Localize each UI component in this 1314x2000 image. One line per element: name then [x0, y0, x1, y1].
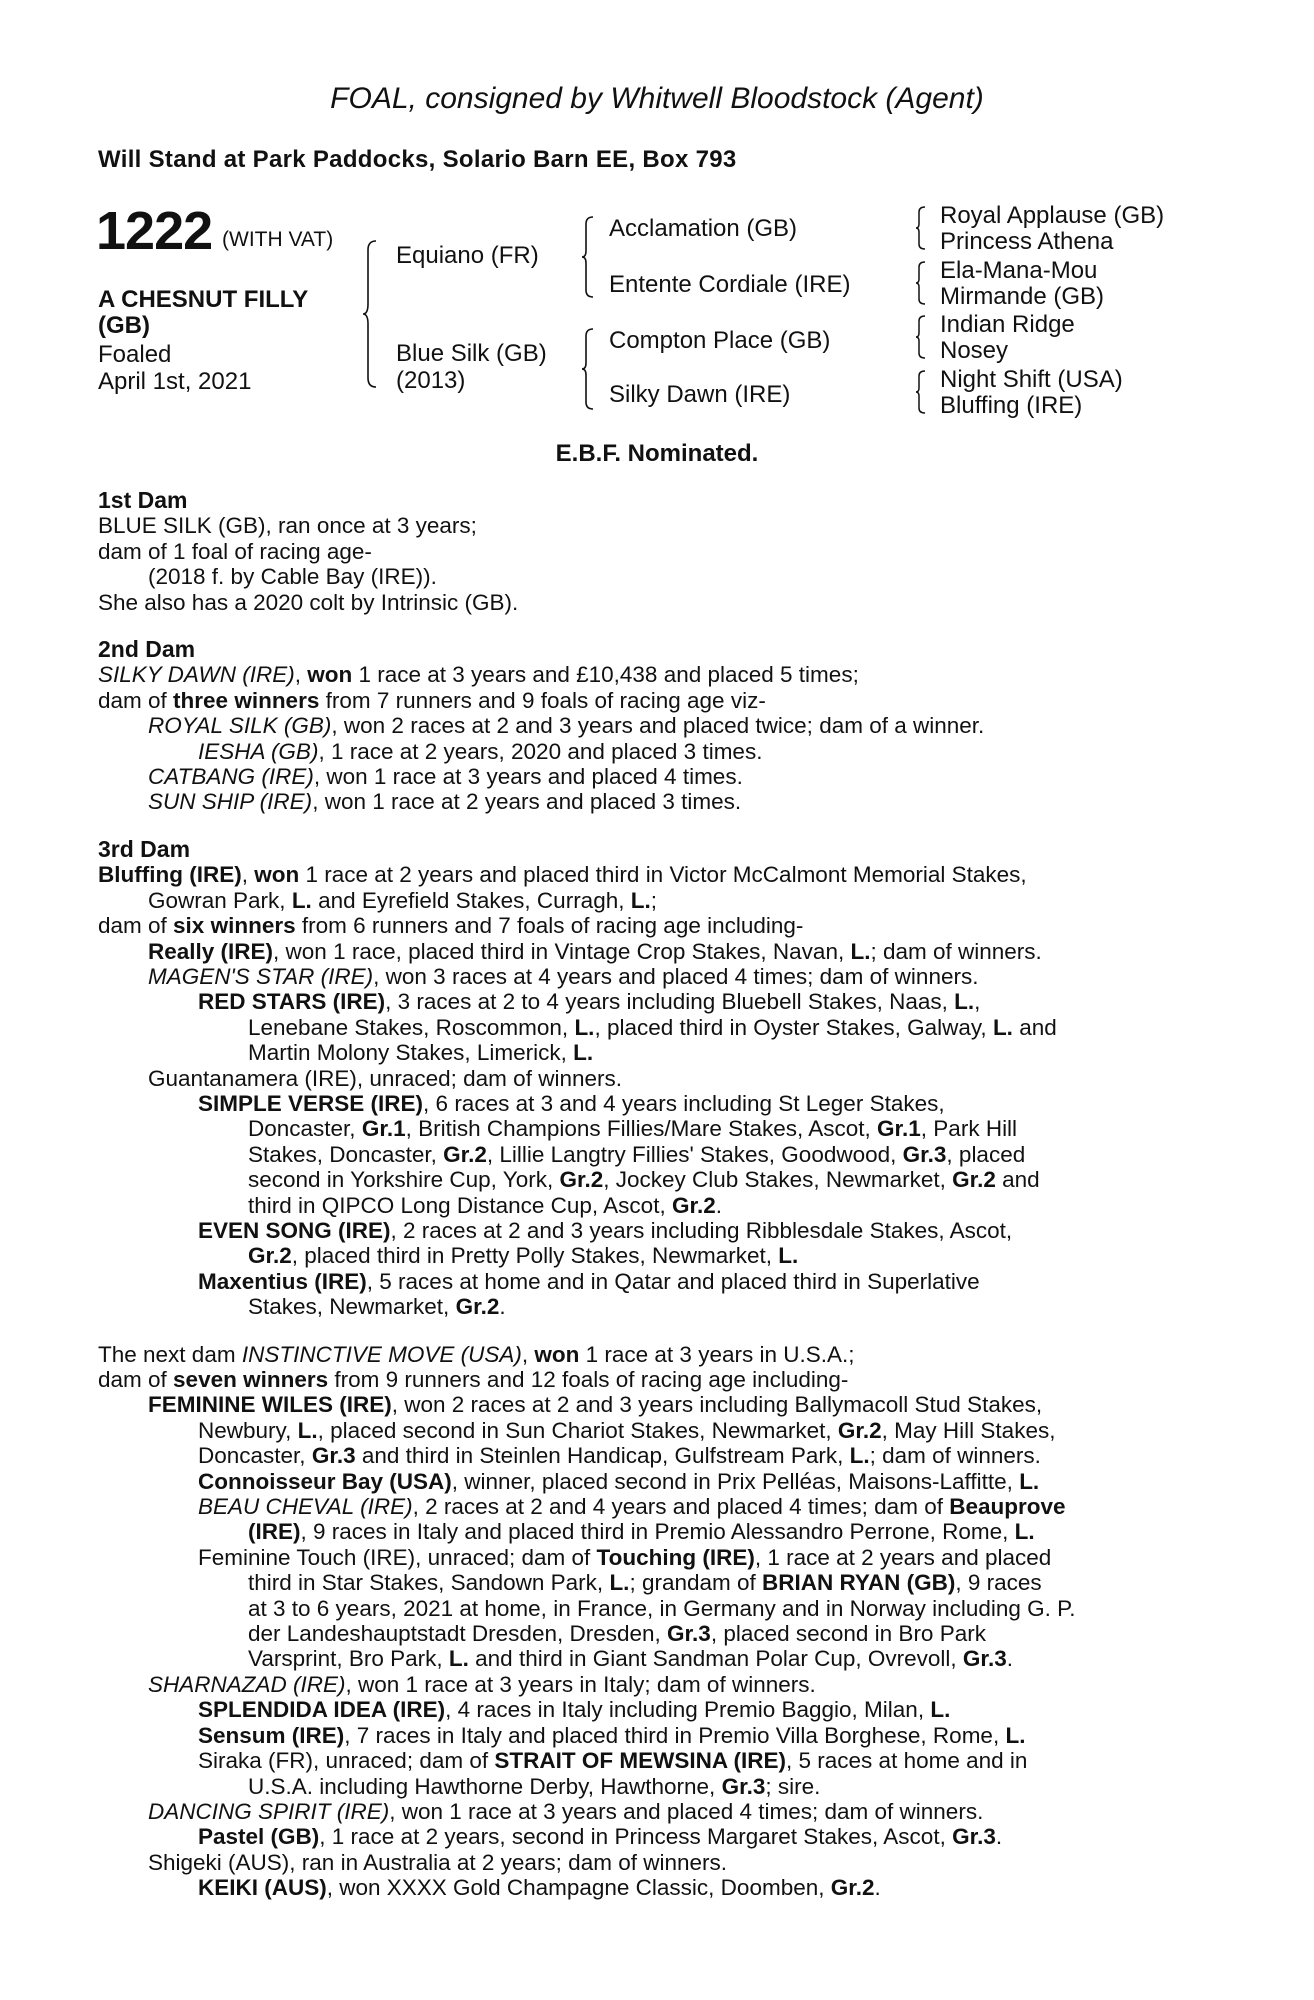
text-run: dam of [98, 913, 174, 939]
pedigree-sire-dam: Entente Cordiale (IRE) [609, 271, 851, 298]
text-run: , 9 races [955, 1570, 1042, 1596]
record-line [98, 1596, 1218, 1621]
record-line [98, 1342, 1218, 1367]
pedigree-dam-sire: Compton Place (GB) [609, 327, 831, 354]
record-line [98, 1040, 1218, 1065]
text-run: third in Star Stakes, Sandown Park, [248, 1570, 610, 1596]
record-line [98, 539, 1218, 564]
text-run: INSTINCTIVE MOVE (USA) [241, 1341, 522, 1367]
text-run: , 1 race at 2 years and placed [754, 1544, 1052, 1570]
record-line [98, 1066, 1218, 1091]
text-run: Maxentius (IRE) [198, 1268, 367, 1294]
text-run: Doncaster, [198, 1443, 312, 1469]
produce-record [98, 488, 1218, 1901]
text-run: , 1 race at 2 years, second in Princess Margaret Stakes, Ascot, [319, 1824, 953, 1850]
record-line [98, 764, 1218, 789]
pedigree-bracket-sd [915, 261, 927, 305]
text-run: Gr.3 [721, 1773, 766, 1799]
text-run: L. [954, 989, 975, 1015]
text-run: , 7 races in Italy and placed third in Premio Villa Borghese, Rome, [344, 1722, 1006, 1748]
lot-number: 1222 [96, 201, 213, 261]
text-run: Newbury, [198, 1417, 298, 1443]
text-run: Gr.3 [962, 1646, 1007, 1672]
record-line [98, 1193, 1218, 1218]
section-title: 1st Dam [98, 487, 188, 513]
text-run: , 9 races in Italy and placed third in Premio Alessandro Perrone, Rome, [300, 1519, 1015, 1545]
text-run: 1 race at 2 years and placed third in Victor McCalmont Memorial Stakes, [299, 862, 1027, 888]
record-line [98, 1443, 1218, 1468]
text-run: MAGEN'S STAR (IRE) [148, 963, 374, 989]
text-run: from 9 runners and 12 foals of racing age including- [328, 1367, 849, 1392]
record-line [98, 590, 1218, 615]
text-run: Siraka (FR), unraced; dam of [198, 1748, 495, 1774]
text-run: Stakes, Doncaster, [248, 1141, 444, 1167]
pedigree-gen3-name: Night Shift (USA) [940, 366, 1123, 393]
record-line [98, 1723, 1218, 1748]
text-run: , 5 races at home and in [786, 1748, 1028, 1774]
pedigree-bracket-ss [915, 206, 927, 250]
text-run: SUN SHIP (IRE) [148, 789, 313, 815]
text-run: EVEN SONG (IRE) [198, 1217, 391, 1243]
text-run: (IRE) [248, 1519, 301, 1545]
foaled-date: April 1st, 2021 [98, 368, 252, 395]
text-run: SIMPLE VERSE (IRE) [198, 1090, 424, 1116]
text-run: . [1006, 1646, 1013, 1672]
lot-description [98, 287, 308, 339]
pedigree-gen3-name: Mirmande (GB) [940, 283, 1105, 310]
record-line [98, 688, 1218, 713]
text-run: RED STARS (IRE) [198, 989, 386, 1015]
text-run: third in QIPCO Long Distance Cup, Ascot, [248, 1192, 672, 1218]
text-run: U.S.A. including Hawthorne Derby, Hawthorne, [248, 1773, 722, 1799]
text-run: L. [448, 1646, 469, 1672]
text-run: , Park Hill [920, 1116, 1018, 1142]
text-run: dam of [98, 687, 174, 713]
text-run: , [974, 989, 981, 1015]
pedigree-dam: Blue Silk (GB) [396, 340, 547, 367]
text-run: Gr.1 [361, 1116, 406, 1142]
text-run: , 2 races at 2 and 3 years including Ribblesdale Stakes, Ascot, [390, 1217, 1013, 1243]
text-run: Connoisseur Bay (USA) [198, 1468, 452, 1494]
text-run: , placed second in Bro Park [710, 1621, 986, 1647]
text-run: DANCING SPIRIT (IRE) [148, 1798, 390, 1824]
text-run: Shigeki (AUS), ran in Australia at 2 years; dam of winners. [148, 1849, 728, 1875]
text-run: Gr.3 [952, 1824, 996, 1850]
text-run: Gr.2 [837, 1417, 882, 1443]
text-run: L. [778, 1243, 799, 1269]
text-run: BRIAN RYAN (GB) [762, 1570, 956, 1596]
text-run: Gr.2 [455, 1294, 500, 1320]
record-line [98, 1294, 1218, 1319]
text-run: Gr.2 [671, 1192, 716, 1218]
pedigree-bracket-dam [581, 328, 595, 410]
text-run: won [307, 662, 353, 688]
section-title: 3rd Dam [98, 835, 191, 862]
record-line [98, 1875, 1218, 1900]
record-line [98, 888, 1218, 913]
text-run: seven winners [173, 1367, 329, 1392]
record-line [98, 1824, 1218, 1849]
pedigree-bracket-sire [581, 216, 595, 298]
text-run: ; dam of winners. [870, 938, 1042, 964]
vat-note: (WITH VAT) [222, 228, 334, 251]
section-spacer [98, 1320, 1218, 1342]
text-run: , Lillie Langtry Fillies' Stakes, Goodwood, [486, 1141, 903, 1167]
record-line [98, 1091, 1218, 1116]
text-run: Really (IRE) [148, 938, 274, 964]
text-run: and [1012, 1014, 1057, 1040]
record-line [98, 989, 1218, 1014]
text-run: from 6 runners and 7 foals of racing age including- [295, 913, 804, 939]
record-line [98, 1570, 1218, 1595]
text-run: FEMININE WILES (IRE) [148, 1392, 392, 1418]
text-run: Lenebane Stakes, Roscommon, [248, 1014, 575, 1040]
record-line [98, 1519, 1218, 1544]
text-run: , won 1 race at 2 years and placed 3 times. [312, 789, 742, 815]
text-run: and third in Giant Sandman Polar Cup, Ovrevoll, [468, 1646, 963, 1672]
text-run: , May Hill Stakes, [881, 1417, 1056, 1443]
record-line [98, 1418, 1218, 1443]
text-run: second in Yorkshire Cup, York, [248, 1167, 560, 1193]
pedigree-gen3-name: Nosey [940, 337, 1009, 364]
record-line [98, 1243, 1218, 1268]
text-run: Martin Molony Stakes, Limerick, [248, 1040, 574, 1066]
text-run: won [254, 862, 300, 888]
record-line [98, 513, 1218, 538]
pedigree-gen3-name: Bluffing (IRE) [940, 392, 1083, 419]
lot-description-line: (GB) [98, 312, 150, 339]
pedigree-dam-year: (2013) [396, 367, 466, 394]
text-run: STRAIT OF MEWSINA (IRE) [494, 1748, 787, 1774]
text-run: Guantanamera (IRE), unraced; dam of winners. [148, 1065, 622, 1091]
text-run: , British Champions Fillies/Mare Stakes, Ascot, [405, 1116, 878, 1142]
text-run: L. [1014, 1519, 1035, 1545]
text-run: three winners [173, 687, 320, 713]
pedigree-sire-sire: Acclamation (GB) [609, 215, 798, 242]
text-run: Gr.3 [902, 1141, 947, 1167]
text-run: , [241, 862, 255, 888]
consignor-heading: FOAL, consigned by Whitwell Bloodstock (Agent) [330, 82, 984, 115]
text-run: , winner, placed second in Prix Pelléas, Maisons-Laffitte, [451, 1468, 1020, 1494]
text-run: L. [630, 887, 651, 913]
text-run: The next dam [98, 1341, 242, 1367]
text-run: Varsprint, Bro Park, [248, 1646, 449, 1672]
text-run: Gr.2 [443, 1141, 487, 1167]
text-run: , [521, 1341, 535, 1367]
text-run: L. [573, 1040, 594, 1066]
text-run: IESHA (GB) [198, 738, 319, 764]
text-run: Doncaster, [248, 1116, 362, 1142]
lot-description-line: A CHESNUT FILLY [98, 286, 309, 313]
record-line [98, 1697, 1218, 1722]
pedigree-bracket-dd [915, 370, 927, 414]
text-run: , placed [946, 1141, 1026, 1167]
text-run: L. [574, 1014, 595, 1040]
text-run: L. [850, 938, 871, 964]
text-run: L. [930, 1697, 951, 1723]
text-run: L. [297, 1417, 318, 1443]
text-run: Feminine Touch (IRE), unraced; dam of [198, 1544, 597, 1570]
text-run: . [874, 1875, 881, 1901]
text-run: . [995, 1824, 1003, 1850]
record-line [98, 939, 1218, 964]
text-run: , won 1 race at 3 years and placed 4 times; dam of winners. [389, 1798, 984, 1824]
pedigree-bracket-ds [915, 315, 927, 359]
text-run: Gr.2 [559, 1167, 604, 1193]
text-run: dam of [98, 1367, 174, 1392]
text-run: SHARNAZAD (IRE) [148, 1671, 346, 1697]
record-line [98, 1799, 1218, 1824]
text-run: Gr.2 [830, 1875, 875, 1901]
text-run: ; grandam of [629, 1570, 763, 1596]
record-line [98, 1142, 1218, 1167]
dam-section [98, 1320, 1218, 1901]
text-run: . [715, 1192, 722, 1218]
section-title: 2nd Dam [98, 636, 196, 663]
record-line [98, 1494, 1218, 1519]
record-line [98, 1672, 1218, 1697]
record-line [98, 964, 1218, 989]
record-line [98, 1167, 1218, 1192]
text-run: , placed third in Pretty Polly Stakes, Newmarket, [291, 1243, 779, 1269]
text-run: , won 2 races at 2 and 3 years and placed twice; dam of a winner. [331, 713, 985, 739]
dam-section [98, 837, 1218, 1320]
text-run: Gr.3 [311, 1443, 356, 1469]
ebf-nomination: E.B.F. Nominated. [555, 440, 759, 467]
text-run: , placed third in Oyster Stakes, Galway, [594, 1014, 993, 1040]
stabling-location: Will Stand at Park Paddocks, Solario Barn EE, Box 793 [98, 146, 737, 173]
record-line [98, 1367, 1218, 1392]
record-line [98, 1774, 1218, 1799]
text-run: Gr.2 [952, 1167, 996, 1193]
text-run: and [995, 1167, 1040, 1193]
text-run: L. [1005, 1722, 1026, 1748]
text-run: Gr.2 [248, 1243, 292, 1269]
text-run: Gr.1 [877, 1116, 921, 1142]
record-line [98, 662, 1218, 687]
text-run: . [499, 1294, 506, 1320]
record-line [98, 1545, 1218, 1570]
text-run: , won 1 race, placed third in Vintage Crop Stakes, Navan, [273, 938, 851, 964]
text-run: , Jockey Club Stakes, Newmarket, [603, 1167, 953, 1193]
pedigree-gen3-name: Royal Applause (GB) [940, 202, 1165, 229]
record-line [98, 564, 1218, 589]
text-run: Gr.3 [667, 1621, 711, 1647]
foaled-label: Foaled [98, 341, 172, 368]
text-run: , [294, 662, 308, 688]
foaled-info [98, 341, 251, 395]
text-run: L. [1019, 1468, 1040, 1494]
text-run: , won 2 races at 2 and 3 years including Ballymacoll Stud Stakes, [391, 1392, 1043, 1418]
pedigree-gen3-name: Ela-Mana-Mou [940, 257, 1098, 284]
record-line [98, 1116, 1218, 1141]
text-run: , placed second in Sun Chariot Stakes, Newmarket, [317, 1417, 838, 1443]
pedigree-sire: Equiano (FR) [396, 242, 539, 269]
text-run: and third in Steinlen Handicap, Gulfstream Park, [355, 1443, 850, 1469]
record-line [98, 1269, 1218, 1294]
text-run: KEIKI (AUS) [198, 1875, 327, 1901]
text-run: BLUE SILK (GB), ran once at 3 years; [98, 513, 477, 539]
text-run: L. [849, 1443, 870, 1469]
record-line [98, 862, 1218, 887]
text-run: Stakes, Newmarket, [248, 1294, 456, 1320]
text-run: Beauprove [949, 1494, 1066, 1520]
text-run: SPLENDIDA IDEA (IRE) [198, 1697, 446, 1723]
record-line [98, 1218, 1218, 1243]
text-run: CATBANG (IRE) [148, 764, 314, 790]
text-run: six winners [173, 913, 296, 939]
text-run: Touching (IRE) [596, 1544, 755, 1570]
text-run: , won 1 race at 3 years and placed 4 times. [313, 764, 743, 790]
text-run: L. [992, 1014, 1013, 1040]
record-line [98, 1646, 1218, 1671]
text-run: 1 race at 3 years and £10,438 and placed 5 times; [352, 662, 859, 688]
text-run: BEAU CHEVAL (IRE) [198, 1494, 413, 1520]
text-run: from 7 runners and 9 foals of racing age viz- [319, 687, 766, 713]
dam-section [98, 637, 1218, 815]
text-run: She also has a 2020 colt by Intrinsic (GB). [98, 589, 519, 615]
text-run: , won 3 races at 4 years and placed 4 times; dam of winners. [373, 963, 979, 989]
text-run: won [534, 1341, 580, 1367]
record-line [98, 1392, 1218, 1417]
text-run: L. [291, 887, 312, 913]
text-run: (2018 f. by Cable Bay (IRE)). [148, 564, 437, 590]
text-run: , 4 races in Italy including Premio Baggio, Milan, [445, 1697, 931, 1723]
text-run: SILKY DAWN (IRE) [98, 662, 295, 688]
text-run: L. [609, 1570, 630, 1596]
text-run: , won 1 race at 3 years in Italy; dam of winners. [345, 1671, 816, 1697]
text-run: Bluffing (IRE) [98, 862, 242, 888]
text-run: , 3 races at 2 to 4 years including Bluebell Stakes, Naas, [385, 989, 955, 1015]
text-run: and Eyrefield Stakes, Curragh, [311, 887, 631, 913]
text-run: dam of 1 foal of racing age- [98, 538, 372, 564]
dam-section [98, 488, 1218, 615]
text-run: ROYAL SILK (GB) [148, 713, 332, 739]
record-line [98, 1621, 1218, 1646]
pedigree-dam-dam: Silky Dawn (IRE) [609, 381, 791, 408]
record-line [98, 739, 1218, 764]
text-run: ; sire. [765, 1773, 821, 1799]
pedigree-bracket-gen1 [362, 240, 378, 388]
record-line [98, 913, 1218, 938]
text-run: , 1 race at 2 years, 2020 and placed 3 times. [318, 738, 763, 764]
record-line [98, 789, 1218, 814]
text-run: , 5 races at home and in Qatar and placed third in Superlative [366, 1268, 980, 1294]
text-run: ; dam of winners. [869, 1443, 1041, 1469]
pedigree-gen3-name: Princess Athena [940, 228, 1114, 255]
text-run: , 2 races at 2 and 4 years and placed 4 times; dam of [412, 1494, 950, 1520]
record-line [98, 1748, 1218, 1773]
text-run: Gowran Park, [148, 887, 292, 913]
text-run: Sensum (IRE) [198, 1722, 345, 1748]
text-run: , won XXXX Gold Champagne Classic, Doomben, [326, 1875, 831, 1901]
record-line [98, 1850, 1218, 1875]
record-line [98, 1015, 1218, 1040]
text-run: Pastel (GB) [198, 1824, 320, 1850]
text-run: 1 race at 3 years in U.S.A.; [579, 1341, 855, 1367]
text-run: , 6 races at 3 and 4 years including St Leger Stakes, [423, 1090, 945, 1116]
text-run: der Landeshauptstadt Dresden, Dresden, [248, 1621, 668, 1647]
pedigree-gen3-name: Indian Ridge [940, 311, 1075, 338]
record-line [98, 713, 1218, 738]
record-line [98, 1469, 1218, 1494]
text-run: ; [650, 887, 657, 913]
text-run: at 3 to 6 years, 2021 at home, in France, in Germany and in Norway including G. P. [248, 1595, 1076, 1621]
